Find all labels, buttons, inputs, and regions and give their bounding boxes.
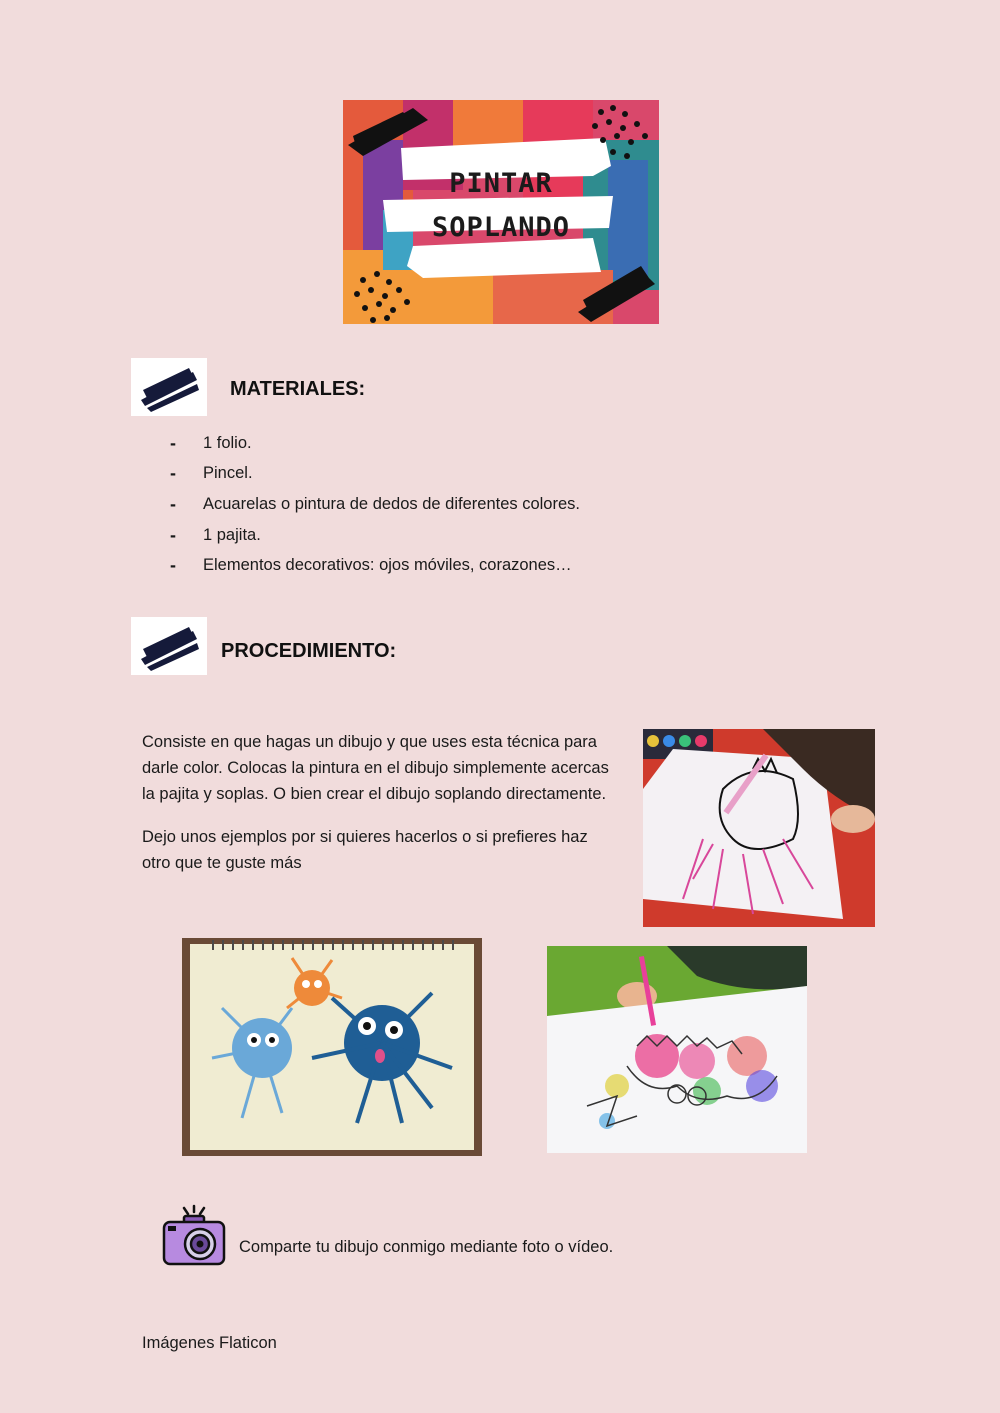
example-photo-monsters xyxy=(182,938,482,1156)
image-credits: Imágenes Flaticon xyxy=(142,1334,277,1352)
list-item-text: Pincel. xyxy=(203,464,253,483)
brush-stroke-icon xyxy=(131,617,207,675)
procedure-paragraph-2 xyxy=(142,824,588,876)
procedure-line: la pajita y soplas. O bien crear el dibujo soplando directamente. xyxy=(142,785,607,803)
procedure-line: Consiste en que hagas un dibujo y que uses esta técnica para xyxy=(142,733,597,751)
list-item xyxy=(170,520,580,551)
banner-title-line2: SOPLANDO xyxy=(431,212,571,243)
bullet-dash: - xyxy=(170,524,176,545)
list-item xyxy=(170,489,580,520)
list-item-text: 1 folio. xyxy=(203,433,252,452)
list-item xyxy=(170,428,580,459)
materials-list xyxy=(170,428,580,581)
bullet-dash: - xyxy=(170,463,176,484)
list-item xyxy=(170,459,580,490)
camera-icon xyxy=(162,1204,226,1266)
bullet-dash: - xyxy=(170,555,176,576)
list-item-text: 1 pajita. xyxy=(203,525,261,544)
procedure-paragraph xyxy=(142,729,609,807)
materials-title: MATERIALES: xyxy=(230,378,366,400)
list-item xyxy=(170,550,580,581)
list-item-text: Elementos decorativos: ojos móviles, corazones… xyxy=(203,556,572,575)
procedure-line: otro que te guste más xyxy=(142,854,302,872)
procedure-line: Dejo unos ejemplos por si quieres hacerlos o si prefieres haz xyxy=(142,828,588,846)
example-photo-colorful-monster xyxy=(547,946,807,1153)
procedure-title: PROCEDIMIENTO: xyxy=(221,640,397,662)
brush-stroke-icon xyxy=(131,358,207,416)
banner-title-line1: PINTAR xyxy=(449,168,553,199)
list-item-text: Acuarelas o pintura de dedos de diferentes colores. xyxy=(203,494,580,513)
procedure-line: darle color. Colocas la pintura en el dibujo simplemente acercas xyxy=(142,759,609,777)
share-text: Comparte tu dibujo conmigo mediante foto o vídeo. xyxy=(239,1238,614,1256)
bullet-dash: - xyxy=(170,432,176,453)
bullet-dash: - xyxy=(170,493,176,514)
example-photo-face xyxy=(643,729,875,927)
title-banner-image xyxy=(343,100,659,324)
